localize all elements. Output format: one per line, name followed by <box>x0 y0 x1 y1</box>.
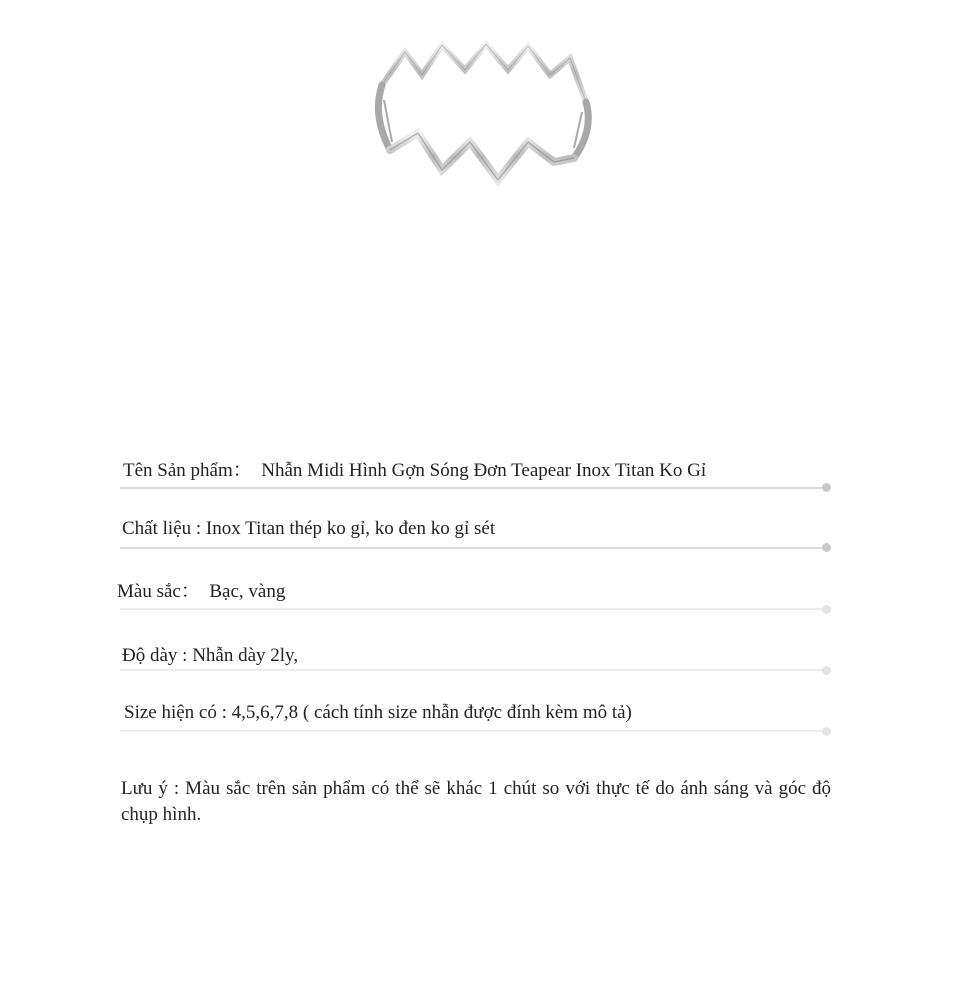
divider-dot <box>822 543 831 552</box>
divider <box>120 487 826 489</box>
spec-label: Chất liệu : <box>122 518 202 539</box>
spec-value: Inox Titan thép ko gỉ, ko đen ko gỉ sét <box>205 518 496 539</box>
divider <box>120 608 826 610</box>
spec-value: 4,5,6,7,8 ( cách tính size nhẫn được đính kèm mô tả) <box>231 702 632 723</box>
divider-dot <box>822 483 831 492</box>
divider <box>120 547 826 549</box>
spec-value: Bạc, vàng <box>209 581 286 602</box>
spec-value: Nhẫn dày 2ly, <box>192 645 299 666</box>
spec-value: Nhẫn Midi Hình Gợn Sóng Đơn Teapear Inox Titan Ko Gỉ <box>261 460 707 481</box>
divider-dot <box>822 666 831 675</box>
spec-label: Tên Sản phẩm： <box>123 460 252 481</box>
color-disclaimer-note: Lưu ý : Màu sắc trên sản phẩm có thể sẽ khác 1 chút so với thực tế do ánh sáng và góc độ chụp hình. <box>121 778 831 825</box>
divider <box>120 730 826 732</box>
spec-label: Độ dày : <box>122 645 188 666</box>
spec-label: Màu sắc： <box>117 581 200 602</box>
divider <box>120 669 826 671</box>
divider-dot <box>822 727 831 736</box>
spec-label: Size hiện có : <box>124 702 227 723</box>
product-ring-image <box>360 30 600 210</box>
divider-dot <box>822 605 831 614</box>
